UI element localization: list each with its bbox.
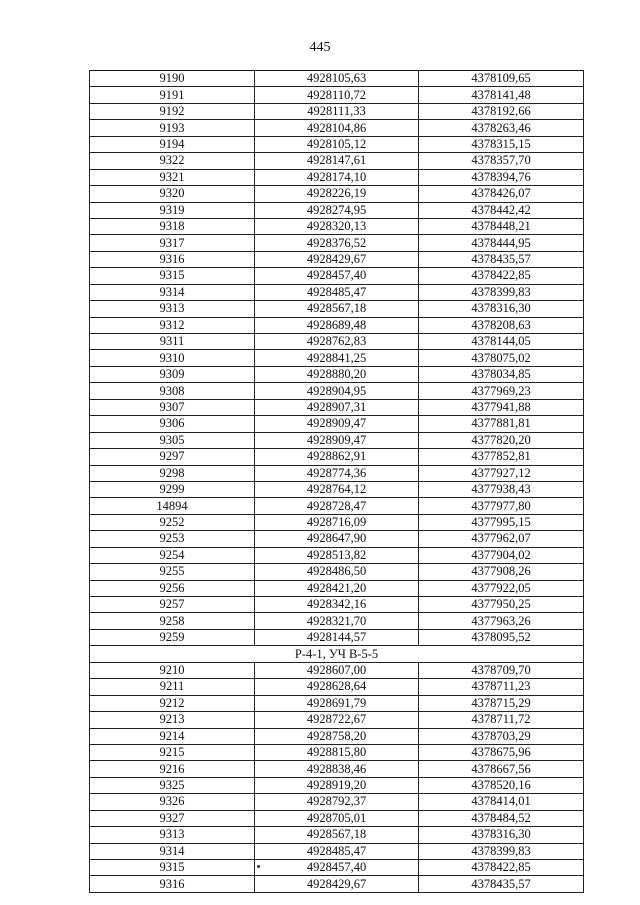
- x-coordinate-cell: 4928274,95: [255, 202, 419, 218]
- point-number-cell: 9258: [90, 613, 255, 629]
- table-row: [90, 169, 584, 185]
- y-coordinate-cell: 4378520,16: [419, 777, 584, 793]
- table-row: [90, 416, 584, 432]
- x-coordinate-cell: 4928689,48: [255, 317, 419, 333]
- table-row: [90, 268, 584, 284]
- table-row: [90, 366, 584, 382]
- y-coordinate-cell: 4377969,23: [419, 383, 584, 399]
- point-number-cell: 9316: [90, 251, 255, 267]
- table-row: [90, 679, 584, 695]
- point-number-cell: 9190: [90, 71, 255, 87]
- section-title: Р-4-1, УЧ В-5-5: [90, 646, 584, 662]
- x-coordinate-cell: 4928919,20: [255, 777, 419, 793]
- y-coordinate-cell: 4378357,70: [419, 153, 584, 169]
- x-coordinate-cell: 4928342,16: [255, 597, 419, 613]
- point-number-cell: 9318: [90, 218, 255, 234]
- x-coordinate-cell: 4928862,91: [255, 449, 419, 465]
- point-number-cell: 9320: [90, 186, 255, 202]
- x-coordinate-cell: 4928904,95: [255, 383, 419, 399]
- y-coordinate-cell: 4378426,07: [419, 186, 584, 202]
- point-number-cell: 9191: [90, 87, 255, 103]
- table-row: [90, 334, 584, 350]
- x-coordinate-cell: 4928567,18: [255, 827, 419, 843]
- point-number-cell: 9257: [90, 597, 255, 613]
- y-coordinate-cell: 4377941,88: [419, 399, 584, 415]
- y-coordinate-cell: 4377938,43: [419, 481, 584, 497]
- point-number-cell: 9253: [90, 531, 255, 547]
- table-row: [90, 465, 584, 481]
- table-row: [90, 777, 584, 793]
- y-coordinate-cell: 4378435,57: [419, 251, 584, 267]
- point-number-cell: 9256: [90, 580, 255, 596]
- point-number-cell: 9313: [90, 827, 255, 843]
- point-number-cell: 9254: [90, 547, 255, 563]
- table-row: [90, 827, 584, 843]
- point-number-cell: 9210: [90, 662, 255, 678]
- point-number-cell: 9194: [90, 136, 255, 152]
- table-row: [90, 136, 584, 152]
- x-coordinate-cell: 4928716,09: [255, 514, 419, 530]
- point-number-cell: 9314: [90, 284, 255, 300]
- x-coordinate-cell: 4928485,47: [255, 284, 419, 300]
- table-row: [90, 218, 584, 234]
- y-coordinate-cell: 4378484,52: [419, 810, 584, 826]
- y-coordinate-cell: 4377908,26: [419, 564, 584, 580]
- y-coordinate-cell: 4378075,02: [419, 350, 584, 366]
- table-row: [90, 399, 584, 415]
- x-coordinate-cell: 4928174,10: [255, 169, 419, 185]
- y-coordinate-cell: 4377995,15: [419, 514, 584, 530]
- x-coordinate-cell: 4928838,46: [255, 761, 419, 777]
- y-coordinate-cell: 4378709,70: [419, 662, 584, 678]
- y-coordinate-cell: 4377950,25: [419, 597, 584, 613]
- x-coordinate-cell: 4928486,50: [255, 564, 419, 580]
- x-coordinate-cell: 4928429,67: [255, 876, 419, 892]
- table-row: [90, 103, 584, 119]
- table-row: [90, 876, 584, 892]
- point-number-cell: 9211: [90, 679, 255, 695]
- x-coordinate-cell: 4928147,61: [255, 153, 419, 169]
- y-coordinate-cell: 4378399,83: [419, 284, 584, 300]
- x-coordinate-cell: 4928110,72: [255, 87, 419, 103]
- x-coordinate-cell: 4928907,31: [255, 399, 419, 415]
- point-number-cell: 9313: [90, 301, 255, 317]
- x-coordinate-cell: 4928758,20: [255, 728, 419, 744]
- coordinates-table: [89, 70, 584, 893]
- x-coordinate-cell: 4928320,13: [255, 218, 419, 234]
- y-coordinate-cell: 4378263,46: [419, 120, 584, 136]
- page-number: 445: [309, 40, 331, 55]
- table-row: [90, 498, 584, 514]
- point-number-cell: 9259: [90, 629, 255, 645]
- point-number-cell: 9310: [90, 350, 255, 366]
- x-coordinate-cell: 4928909,47: [255, 416, 419, 432]
- point-number-cell: 9327: [90, 810, 255, 826]
- y-coordinate-cell: 4378422,85: [419, 268, 584, 284]
- y-coordinate-cell: 4378109,65: [419, 71, 584, 87]
- point-number-cell: 9322: [90, 153, 255, 169]
- y-coordinate-cell: 4378711,72: [419, 712, 584, 728]
- y-coordinate-cell: 4378442,42: [419, 202, 584, 218]
- point-number-cell: 9308: [90, 383, 255, 399]
- x-coordinate-cell: 4928880,20: [255, 366, 419, 382]
- table-row: [90, 728, 584, 744]
- point-number-cell: 9311: [90, 334, 255, 350]
- x-coordinate-cell: 4928815,80: [255, 744, 419, 760]
- y-coordinate-cell: 4378414,01: [419, 794, 584, 810]
- point-number-cell: 9213: [90, 712, 255, 728]
- y-coordinate-cell: 4377962,07: [419, 531, 584, 547]
- table-row: [90, 629, 584, 645]
- y-coordinate-cell: 4378422,85: [419, 860, 584, 876]
- point-number-cell: 9306: [90, 416, 255, 432]
- point-number-cell: 9321: [90, 169, 255, 185]
- y-coordinate-cell: 4377963,26: [419, 613, 584, 629]
- x-coordinate-cell: 4928485,47: [255, 843, 419, 859]
- table-row: [90, 547, 584, 563]
- y-coordinate-cell: 4378715,29: [419, 695, 584, 711]
- x-coordinate-cell: 4928457,40: [255, 860, 419, 876]
- table-row: [90, 712, 584, 728]
- y-coordinate-cell: 4378144,05: [419, 334, 584, 350]
- table-row: [90, 284, 584, 300]
- x-coordinate-cell: 4928321,70: [255, 613, 419, 629]
- table-row: [90, 186, 584, 202]
- point-number-cell: 9307: [90, 399, 255, 415]
- table-row: [90, 794, 584, 810]
- x-coordinate-cell: 4928421,20: [255, 580, 419, 596]
- y-coordinate-cell: 4378703,29: [419, 728, 584, 744]
- x-coordinate-cell: 4928513,82: [255, 547, 419, 563]
- y-coordinate-cell: 4378316,30: [419, 827, 584, 843]
- table-row: [90, 71, 584, 87]
- point-number-cell: 9315: [90, 268, 255, 284]
- x-coordinate-cell: 4928376,52: [255, 235, 419, 251]
- x-coordinate-cell: 4928647,90: [255, 531, 419, 547]
- table-row: [90, 120, 584, 136]
- x-coordinate-cell: 4928705,01: [255, 810, 419, 826]
- x-coordinate-cell: 4928226,19: [255, 186, 419, 202]
- x-coordinate-cell: 4928105,12: [255, 136, 419, 152]
- y-coordinate-cell: 4378095,52: [419, 629, 584, 645]
- point-number-cell: 9193: [90, 120, 255, 136]
- point-number-cell: 9326: [90, 794, 255, 810]
- x-coordinate-cell: 4928722,67: [255, 712, 419, 728]
- y-coordinate-cell: 4377881,81: [419, 416, 584, 432]
- x-coordinate-cell: 4928762,83: [255, 334, 419, 350]
- coordinates-table-body: [90, 71, 584, 893]
- table-row: [90, 744, 584, 760]
- table-row: [90, 449, 584, 465]
- x-coordinate-cell: 4928909,47: [255, 432, 419, 448]
- x-coordinate-cell: 4928567,18: [255, 301, 419, 317]
- y-coordinate-cell: 4377904,02: [419, 547, 584, 563]
- x-coordinate-cell: 4928457,40: [255, 268, 419, 284]
- y-coordinate-cell: 4377927,12: [419, 465, 584, 481]
- x-coordinate-cell: 4928728,47: [255, 498, 419, 514]
- y-coordinate-cell: 4377977,80: [419, 498, 584, 514]
- y-coordinate-cell: 4378675,96: [419, 744, 584, 760]
- point-number-cell: 9314: [90, 843, 255, 859]
- y-coordinate-cell: 4378192,66: [419, 103, 584, 119]
- point-number-cell: 9319: [90, 202, 255, 218]
- x-coordinate-cell: 4928607,00: [255, 662, 419, 678]
- table-row: [90, 843, 584, 859]
- point-number-cell: 9316: [90, 876, 255, 892]
- point-number-cell: 9312: [90, 317, 255, 333]
- table-row: [90, 87, 584, 103]
- table-row: [90, 432, 584, 448]
- point-number-cell: 9299: [90, 481, 255, 497]
- table-row: [90, 860, 584, 876]
- point-number-cell: 9309: [90, 366, 255, 382]
- point-number-cell: 9252: [90, 514, 255, 530]
- point-number-cell: 9215: [90, 744, 255, 760]
- y-coordinate-cell: 4378448,21: [419, 218, 584, 234]
- x-coordinate-cell: 4928691,79: [255, 695, 419, 711]
- point-number-cell: 9214: [90, 728, 255, 744]
- y-coordinate-cell: 4378208,63: [419, 317, 584, 333]
- y-coordinate-cell: 4378399,83: [419, 843, 584, 859]
- point-number-cell: 9216: [90, 761, 255, 777]
- x-coordinate-cell: 4928104,86: [255, 120, 419, 136]
- y-coordinate-cell: 4378444,95: [419, 235, 584, 251]
- y-coordinate-cell: 4378315,15: [419, 136, 584, 152]
- table-row: [90, 810, 584, 826]
- point-number-cell: 9315: [90, 860, 255, 876]
- table-row: [90, 514, 584, 530]
- table-row: [90, 761, 584, 777]
- x-coordinate-cell: 4928792,37: [255, 794, 419, 810]
- y-coordinate-cell: 4378394,76: [419, 169, 584, 185]
- point-number-cell: 9305: [90, 432, 255, 448]
- x-coordinate-cell: 4928764,12: [255, 481, 419, 497]
- point-number-cell: 14894: [90, 498, 255, 514]
- table-row: [90, 613, 584, 629]
- y-coordinate-cell: 4377922,05: [419, 580, 584, 596]
- table-row: [90, 695, 584, 711]
- table-row: [90, 350, 584, 366]
- table-row: [90, 531, 584, 547]
- x-coordinate-cell: 4928105,63: [255, 71, 419, 87]
- point-number-cell: 9255: [90, 564, 255, 580]
- point-number-cell: 9317: [90, 235, 255, 251]
- y-coordinate-cell: 4377852,81: [419, 449, 584, 465]
- table-row: [90, 580, 584, 596]
- table-row: [90, 597, 584, 613]
- point-number-cell: 9297: [90, 449, 255, 465]
- table-row: [90, 317, 584, 333]
- y-coordinate-cell: 4378316,30: [419, 301, 584, 317]
- x-coordinate-cell: 4928429,67: [255, 251, 419, 267]
- x-coordinate-cell: 4928144,57: [255, 629, 419, 645]
- point-number-cell: 9192: [90, 103, 255, 119]
- point-number-cell: 9212: [90, 695, 255, 711]
- x-coordinate-cell: 4928628,64: [255, 679, 419, 695]
- y-coordinate-cell: 4378435,57: [419, 876, 584, 892]
- y-coordinate-cell: 4378711,23: [419, 679, 584, 695]
- table-row: [90, 202, 584, 218]
- table-row: [90, 301, 584, 317]
- table-row: [90, 251, 584, 267]
- table-row: [90, 481, 584, 497]
- x-coordinate-cell: 4928774,36: [255, 465, 419, 481]
- table-row: [90, 383, 584, 399]
- section-header-row: [90, 646, 584, 662]
- y-coordinate-cell: 4377820,20: [419, 432, 584, 448]
- point-number-cell: 9298: [90, 465, 255, 481]
- table-row: [90, 662, 584, 678]
- x-coordinate-cell: 4928111,33: [255, 103, 419, 119]
- y-coordinate-cell: 4378141,48: [419, 87, 584, 103]
- table-row: [90, 564, 584, 580]
- x-coordinate-cell: 4928841,25: [255, 350, 419, 366]
- table-row: [90, 153, 584, 169]
- scan-speck: [257, 865, 260, 868]
- y-coordinate-cell: 4378667,56: [419, 761, 584, 777]
- table-row: [90, 235, 584, 251]
- point-number-cell: 9325: [90, 777, 255, 793]
- y-coordinate-cell: 4378034,85: [419, 366, 584, 382]
